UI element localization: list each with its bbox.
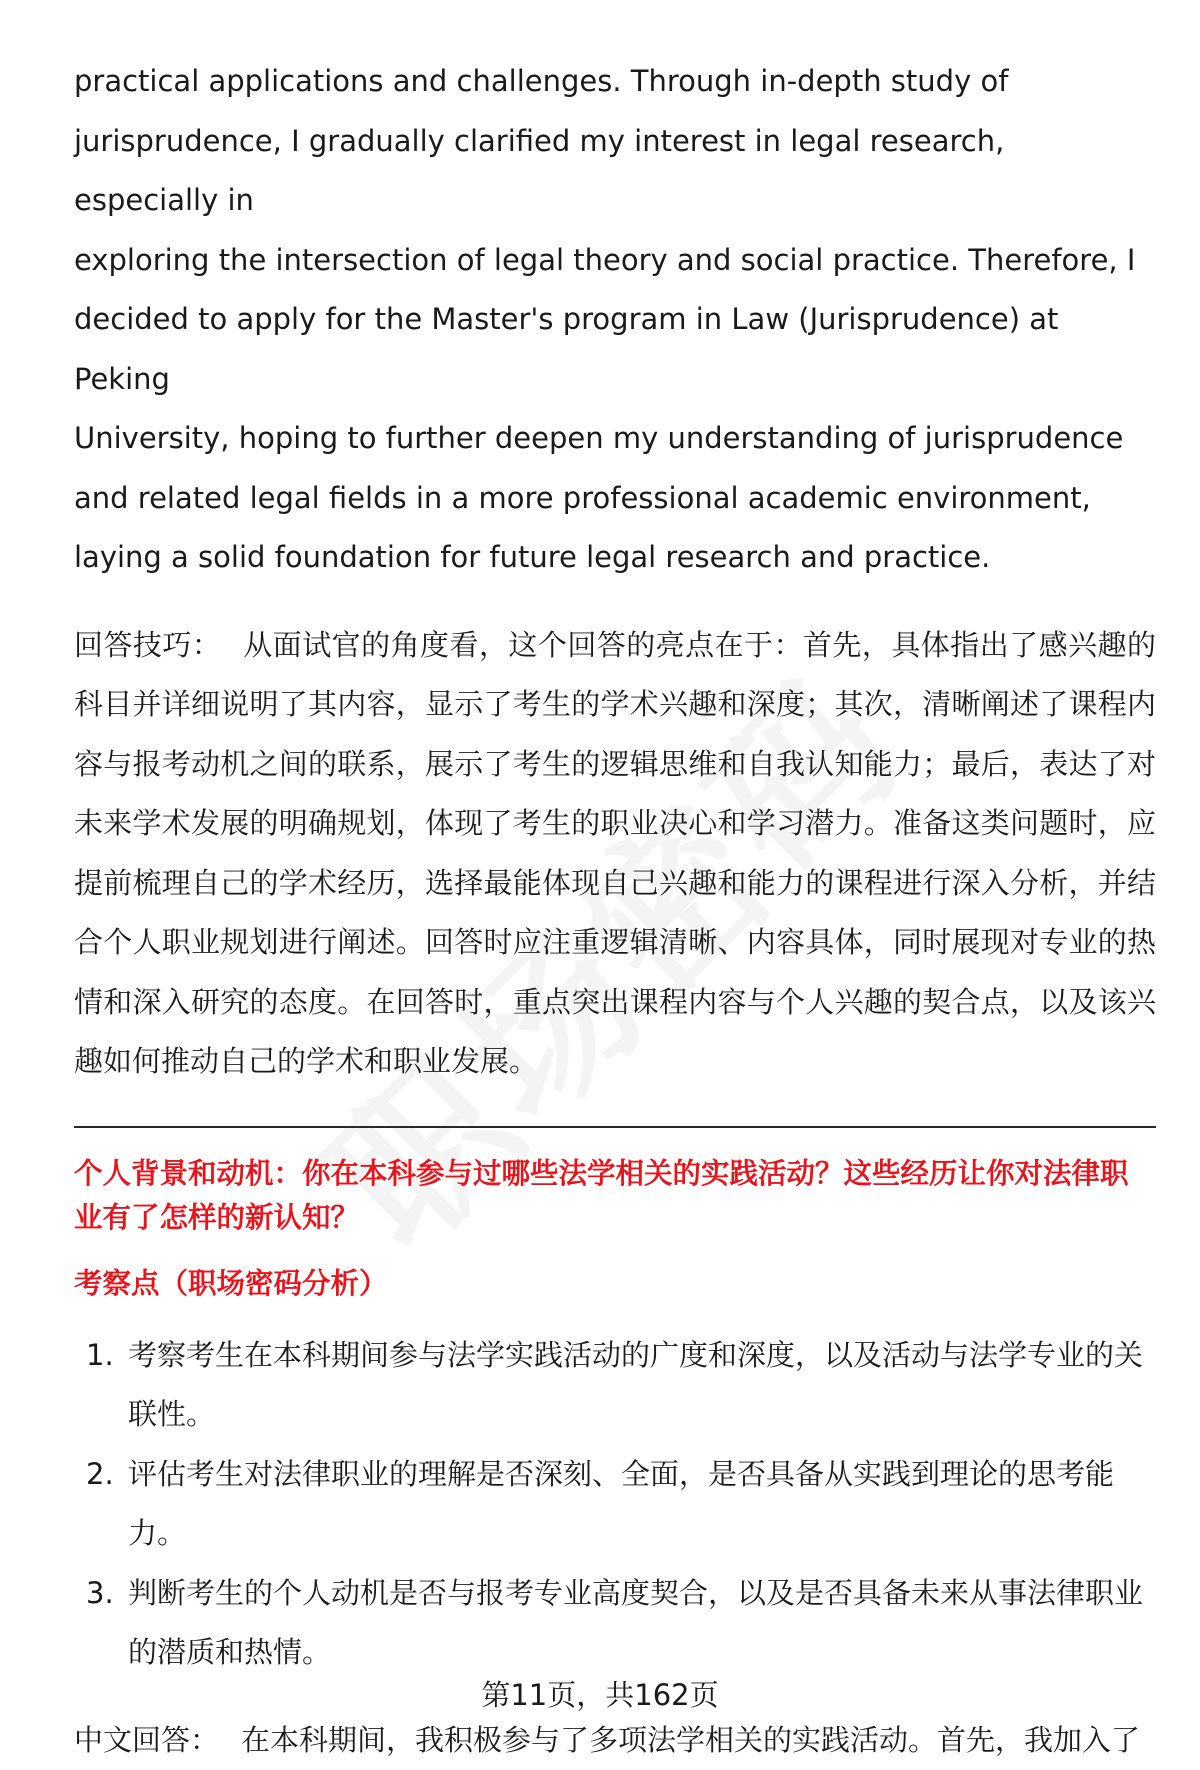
text-line: and related legal fields in a more professional academic environment, [74, 469, 1156, 529]
text-line: decided to apply for the Master's program in Law (Jurisprudence) at Peking [74, 290, 1156, 409]
text-line: practical applications and challenges. Through in-depth study of [74, 52, 1156, 112]
text-line: exploring the intersection of legal theory and social practice. Therefore, I [74, 231, 1156, 291]
text-line: University, hoping to further deepen my understanding of jurisprudence [74, 409, 1156, 469]
page-footer: 第11页，共162页 [0, 1675, 1200, 1715]
chinese-answer-text: 在本科期间，我积极参与了多项法学相关的实践活动。首先，我加入了 [241, 1723, 1140, 1757]
text-line: laying a solid foundation for future legal research and practice. [74, 528, 1156, 588]
list-number: 3. [86, 1564, 114, 1624]
list-item [74, 1564, 1156, 1683]
list-item [74, 1445, 1156, 1564]
list-item [74, 1326, 1156, 1445]
chinese-answer-paragraph [74, 1711, 1156, 1770]
answer-tips-label: 回答技巧： [74, 628, 221, 662]
list-number: 2. [86, 1445, 114, 1505]
list-number: 1. [86, 1326, 114, 1386]
list-text: 评估考生对法律职业的理解是否深刻、全面，是否具备从实践到理论的思考能力。 [128, 1457, 1114, 1551]
assessment-subheading: 考察点（职场密码分析） [74, 1262, 1156, 1306]
intro-english-paragraph [74, 52, 1156, 588]
answer-tips-paragraph [74, 616, 1156, 1092]
chinese-answer-label: 中文回答： [74, 1723, 219, 1757]
text-line: jurisprudence, I gradually clarified my interest in legal research, especially in [74, 112, 1156, 231]
list-text: 考察考生在本科期间参与法学实践活动的广度和深度，以及活动与法学专业的关联性。 [128, 1338, 1143, 1432]
document-page [74, 52, 1156, 1770]
answer-tips-text: 从面试官的角度看，这个回答的亮点在于：首先，具体指出了感兴趣的科目并详细说明了其内容，显示了考生的学术兴趣和深度；其次，清晰阐述了课程内容与报考动机之间的联系，展示了考生的逻辑思维和自我认知能力；最后，表达了对未来学术发展的明确规划，体现了考生的职业决心和学习潜力。准备这类问题时，应提前梳理自己的学术经历，选择最能体现自己兴趣和能力的课程进行深入分析，并结合个人职业规划进行阐述。回答时应注重逻辑清晰、内容具体，同时展现对专业的热情和深入研究的态度。在回答时，重点突出课程内容与个人兴趣的契合点，以及该兴趣如何推动自己的学术和职业发展。 [74, 628, 1156, 1079]
list-text: 判断考生的个人动机是否与报考专业高度契合，以及是否具备未来从事法律职业的潜质和热情。 [128, 1576, 1143, 1670]
assessment-points-list [74, 1326, 1156, 1683]
question-title: 个人背景和动机：你在本科参与过哪些法学相关的实践活动？这些经历让你对法律职业有了怎样的新认知？ [74, 1152, 1156, 1240]
